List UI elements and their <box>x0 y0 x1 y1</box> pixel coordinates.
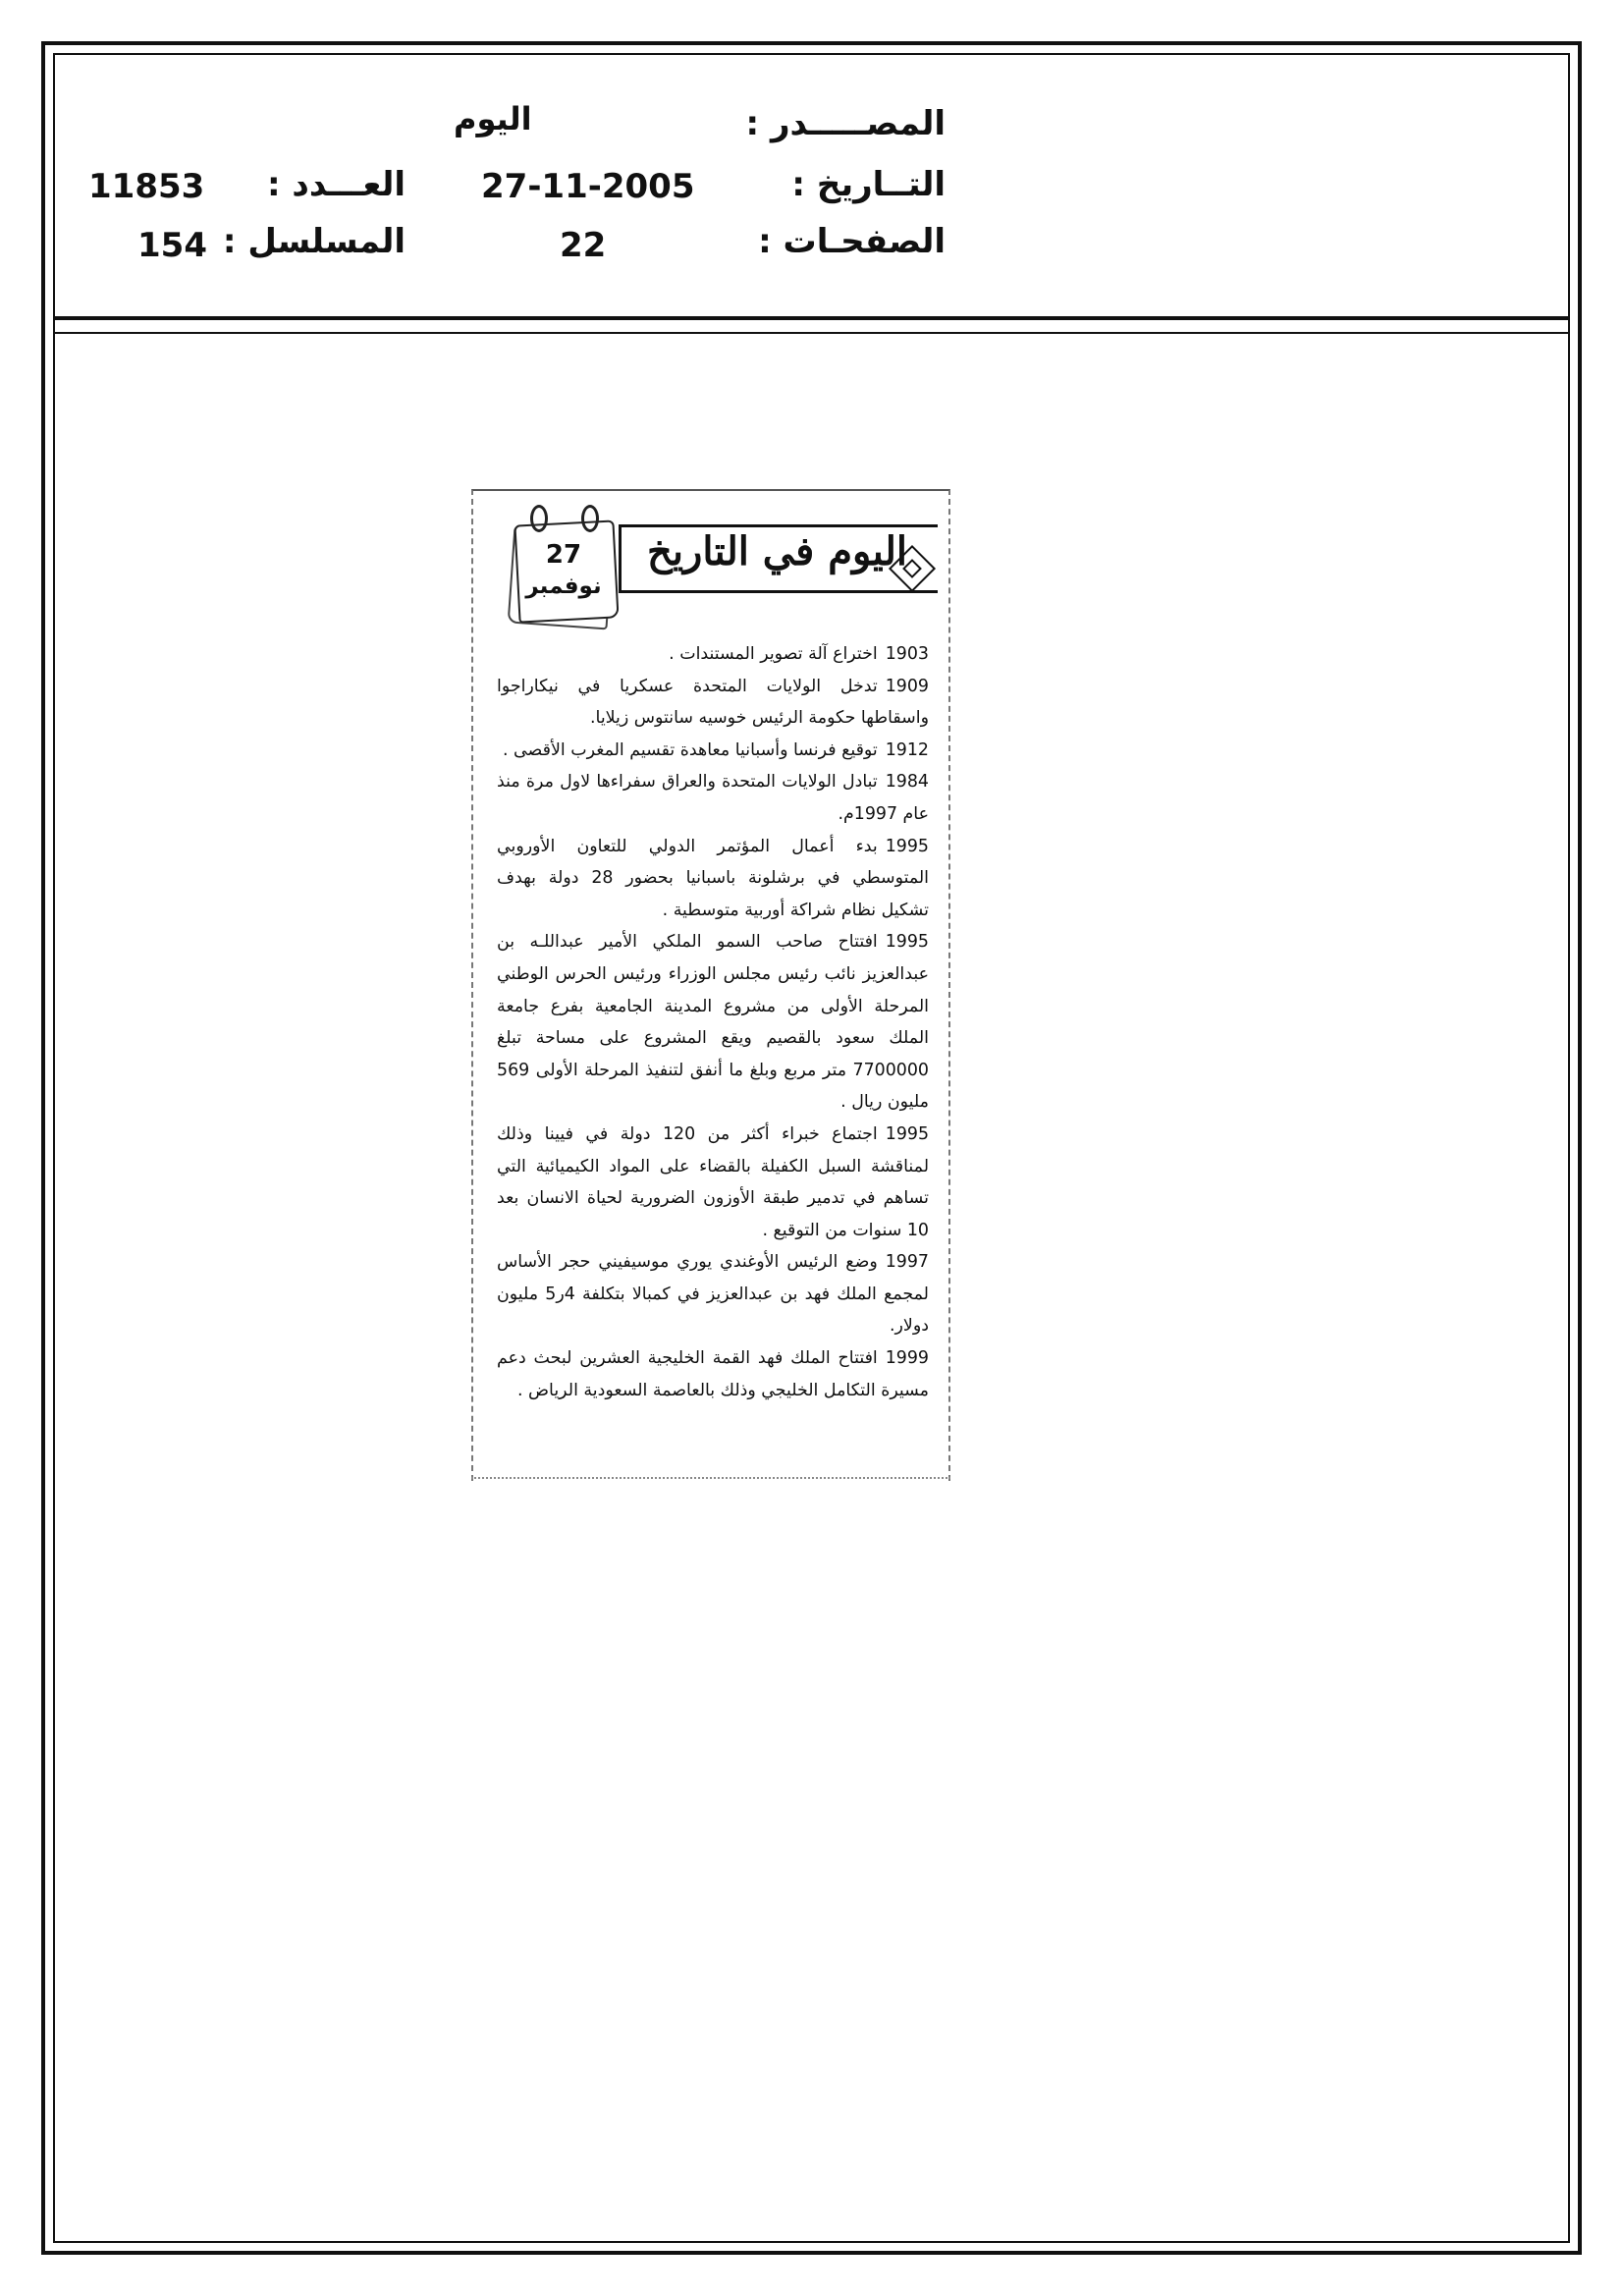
history-entry <box>497 638 929 671</box>
header-divider <box>53 316 1570 320</box>
serial-value: 154 <box>137 226 207 265</box>
newspaper-clipping <box>471 483 954 1485</box>
serial-label: المسلسل : <box>222 222 406 261</box>
entry-text: اجتماع خبراء أكثر من 120 دولة في فيينا وذلك لمناقشة السبل الكفيلة بالقضاء على المواد الكيميائية التي تساهم في تدمير طبقة الأوزون الضرورية لحياة الانسان بعد 10 سنوات من التوقيع . <box>497 1123 929 1240</box>
history-entry <box>497 671 929 735</box>
source-value: اليوم <box>454 100 532 137</box>
history-entry <box>497 926 929 1119</box>
date-value: 27-11-2005 <box>481 167 695 206</box>
entry-year: 1912 <box>885 739 929 760</box>
entry-year: 1984 <box>885 772 929 793</box>
pages-label: الصفحـات : <box>758 222 946 261</box>
history-entry <box>497 766 929 830</box>
entry-year: 1995 <box>885 1123 930 1144</box>
history-entry <box>497 1342 929 1406</box>
entry-year: 1995 <box>885 836 929 856</box>
entry-text: توقيع فرنسا وأسبانيا معاهدة تقسيم المغرب الأقصى . <box>503 739 878 760</box>
entry-year: 1909 <box>885 676 929 696</box>
history-entry <box>497 1119 929 1246</box>
column-title: اليوم في التاريخ <box>647 528 907 574</box>
entry-text: وضع الرئيس الأوغندي يوري موسيفيني حجر الأساس لمجمع الملك فهد بن عبدالعزيز في كمبالا بتكلفة 4ر5 مليون دولار. <box>497 1252 929 1337</box>
date-label: التــاريخ : <box>791 165 946 204</box>
entry-year: 1997 <box>885 1252 929 1273</box>
calendar-icon <box>509 505 619 621</box>
history-entry <box>497 831 929 927</box>
entry-text: افتتاح صاحب السمو الملكي الأمير عبداللـه بن عبدالعزيز نائب رئيس مجلس الوزراء ورئيس الحرس الوطني المرحلة الأولى من مشروع المدينة الجامعية بفرع جامعة الملك سعود بالقصيم ويقع المشروع على مساحة تبلغ 7700000 متر مربع وبلغ ما أنفق لتنفيذ المرحلة الأولى 569 مليون ريال . <box>497 932 929 1113</box>
calendar-day: 27 <box>545 540 582 570</box>
calendar-ring-left <box>530 505 548 532</box>
calendar-ring-right <box>581 505 599 532</box>
entry-year: 1995 <box>885 932 929 953</box>
entry-text: اختراع آلة تصوير المستندات . <box>669 644 878 664</box>
history-entry <box>497 1246 929 1342</box>
issue-value: 11853 <box>88 167 205 206</box>
header-divider-thin <box>53 332 1570 334</box>
entry-text: بدء أعمال المؤتمر الدولي للتعاون الأوروبي المتوسطي في برشلونة باسبانيا بحضور 28 دولة بهدف تشكيل نظام شراكة أوربية متوسطية . <box>497 836 930 920</box>
entry-text: تدخل الولايات المتحدة عسكريا في نيكاراجوا واسقاطها حكومة الرئيس خوسيه سانتوس زيلايا. <box>497 676 929 729</box>
entry-text: افتتاح الملك فهد القمة الخليجية العشرين لبحث دعم مسيرة التكامل الخليجي وذلك بالعاصمة السعودية الرياض . <box>497 1348 929 1400</box>
entry-year: 1903 <box>885 644 929 664</box>
clipping-bottom-edge <box>471 1477 950 1479</box>
entry-text: تبادل الولايات المتحدة والعراق سفراءها لاول مرة منذ عام 1997م. <box>497 772 929 824</box>
issue-label: العـــدد : <box>267 165 406 204</box>
calendar-front-page <box>514 519 619 623</box>
pages-value: 22 <box>560 226 607 265</box>
history-entry <box>497 735 929 767</box>
entry-year: 1999 <box>885 1348 929 1369</box>
history-entries <box>497 638 929 1406</box>
calendar-month: نوفمبر <box>525 574 602 599</box>
source-label: المصـــــدر : <box>745 104 946 143</box>
